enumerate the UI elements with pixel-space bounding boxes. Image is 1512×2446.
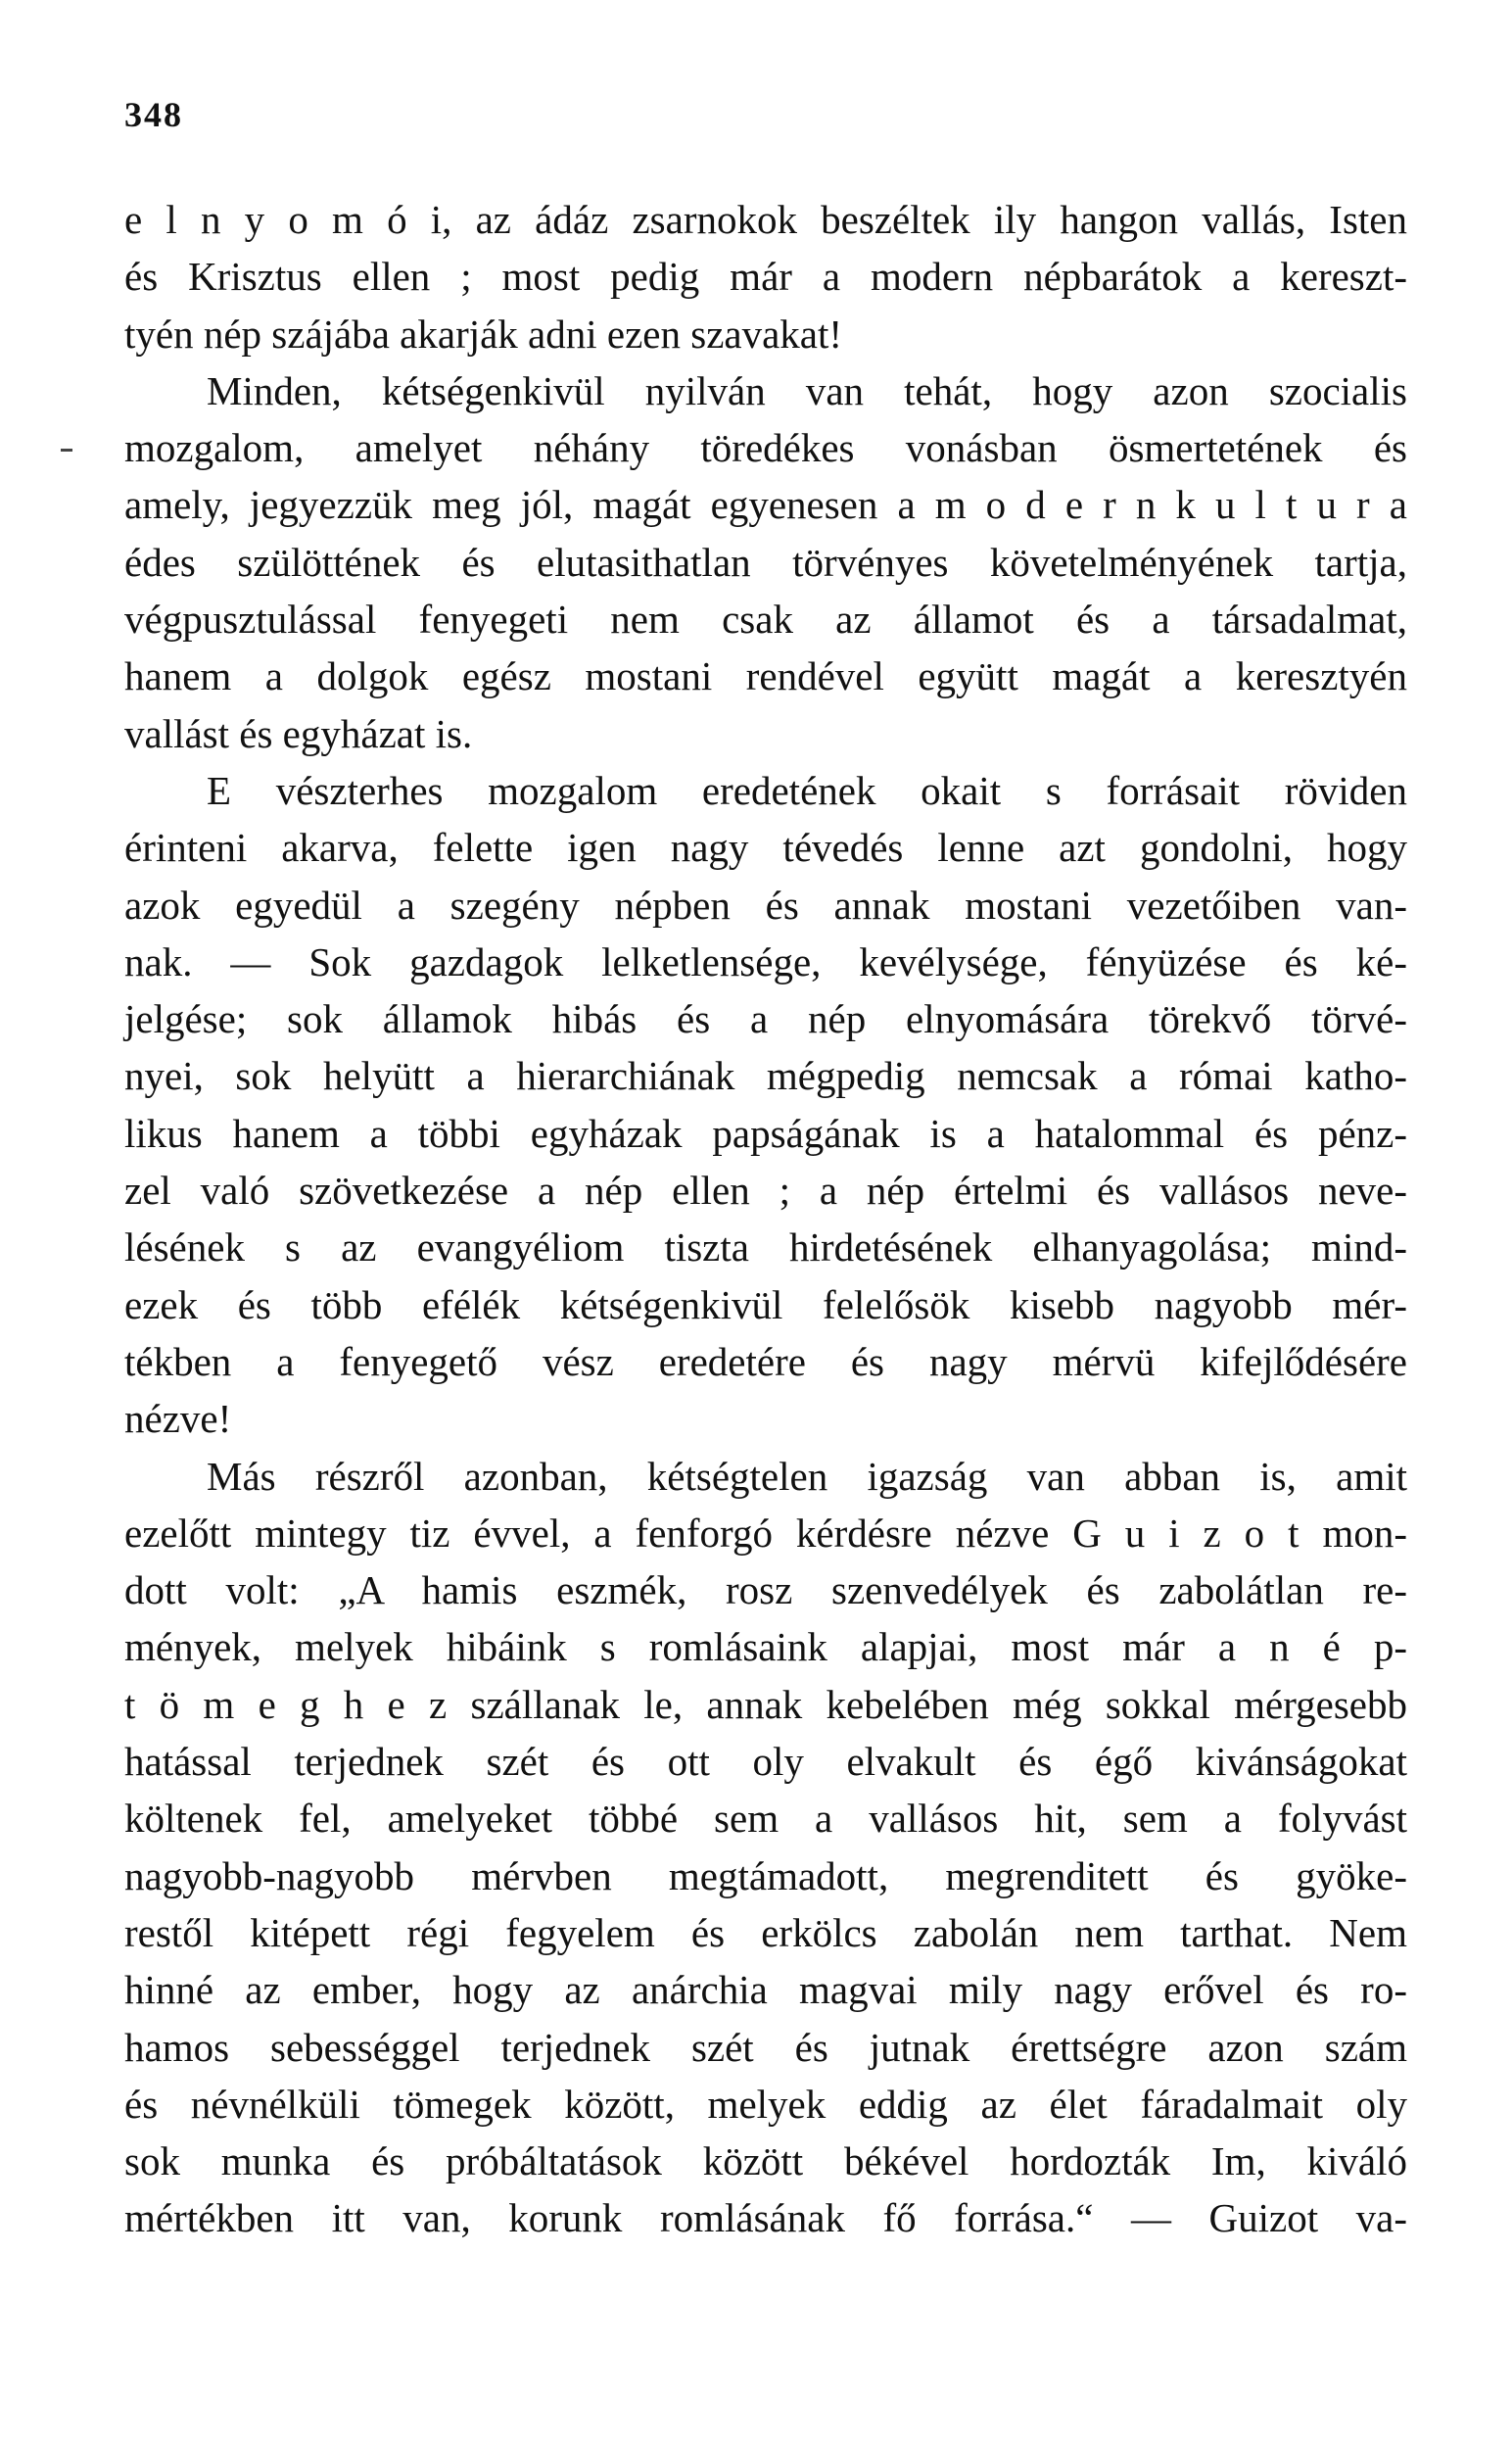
- text-line: nyei, sok helyütt a hierarchiának mégpedig nemcsak a római katho-: [124, 1053, 1407, 1099]
- text-line: hanem a dolgok egész mostani rendével együtt magát a keresztyén: [124, 653, 1407, 699]
- body-text: [124, 191, 1407, 2247]
- text-line: ezek és több efélék kétségenkivül felelősök kisebb nagyobb mér-: [124, 1281, 1407, 1327]
- text-line: amely, jegyezzük meg jól, magát egyenesen a m o d e r n k u l t u r a: [124, 482, 1407, 528]
- text-line: E vészterhes mozgalom eredetének okait s forrásait röviden: [207, 767, 1407, 813]
- text-line: nézve!: [124, 1396, 232, 1442]
- text-line: és Krisztus ellen ; most pedig már a modern népbarátok a kereszt-: [124, 254, 1407, 300]
- text-line: mények, melyek hibáink s romlásaink alapjai, most már a n é p-: [124, 1624, 1407, 1670]
- text-line: tékben a fenyegető vész eredetére és nagy mérvü kifejlődésére: [124, 1338, 1407, 1384]
- text-line: Más részről azonban, kétségtelen igazság van abban is, amit: [207, 1453, 1407, 1499]
- text-line: végpusztulással fenyegeti nem csak az államot és a társadalmat,: [124, 597, 1407, 643]
- text-line: mértékben itt van, korunk romlásának fő forrása.“ — Guizot va-: [124, 2195, 1407, 2241]
- text-line: hinné az ember, hogy az anárchia magvai mily nagy erővel és ro-: [124, 1967, 1407, 2013]
- text-line: nagyobb-nagyobb mérvben megtámadott, megrenditett és gyöke-: [124, 1852, 1407, 1898]
- text-line: hamos sebességgel terjednek szét és jutnak érettségre azon szám: [124, 2024, 1407, 2070]
- text-line: jelgése; sok államok hibás és a nép elnyomására törekvő törvé-: [124, 996, 1407, 1042]
- text-line: likus hanem a többi egyházak papságának is a hatalommal és pénz-: [124, 1110, 1407, 1156]
- text-line: ezelőtt mintegy tiz évvel, a fenforgó kérdésre nézve G u i z o t mon-: [124, 1510, 1407, 1556]
- text-line: édes szülöttének és elutasithatlan törvényes követelményének tartja,: [124, 539, 1407, 585]
- text-line: tyén nép szájába akarják adni ezen szavakat!: [124, 311, 843, 357]
- text-line: nak. — Sok gazdagok lelketlensége, kevélysége, fényüzése és ké-: [124, 938, 1407, 984]
- text-line: és névnélküli tömegek között, melyek eddig az élet fáradalmait oly: [124, 2081, 1407, 2127]
- text-line: mozgalom, amelyet néhány töredékes vonásban ösmertetének és: [124, 425, 1407, 471]
- text-line: sok munka és próbáltatások között békével hordozták Im, kiváló: [124, 2138, 1407, 2184]
- text-line: hatással terjednek szét és ott oly elvakult és égő kivánságokat: [124, 1739, 1407, 1785]
- text-line: zel való szövetkezése a nép ellen ; a nép értelmi és vallásos neve-: [124, 1168, 1407, 1214]
- text-line: restől kitépett régi fegyelem és erkölcs zabolán nem tarthat. Nem: [124, 1909, 1407, 1955]
- text-line: vallást és egyházat is.: [124, 710, 473, 756]
- text-line: azok egyedül a szegény népben és annak mostani vezetőiben van-: [124, 882, 1407, 928]
- text-line: érinteni akarva, felette igen nagy tévedés lenne azt gondolni, hogy: [124, 825, 1407, 871]
- text-line: t ö m e g h e z szállanak le, annak kebelében még sokkal mérgesebb: [124, 1681, 1407, 1727]
- text-line: e l n y o m ó i, az ádáz zsarnokok beszéltek ily hangon vallás, Isten: [124, 197, 1407, 242]
- page-number: 348: [124, 95, 183, 134]
- margin-mark: [61, 449, 72, 452]
- text-line: lésének s az evangyéliom tiszta hirdetésének elhanyagolása; mind-: [124, 1224, 1407, 1271]
- text-line: dott volt: „A hamis eszmék, rosz szenvedélyek és zabolátlan re-: [124, 1567, 1407, 1613]
- text-line: Minden, kétségenkivül nyilván van tehát, hogy azon szocialis: [207, 367, 1407, 413]
- text-line: költenek fel, amelyeket többé sem a vallásos hit, sem a folyvást: [124, 1796, 1407, 1842]
